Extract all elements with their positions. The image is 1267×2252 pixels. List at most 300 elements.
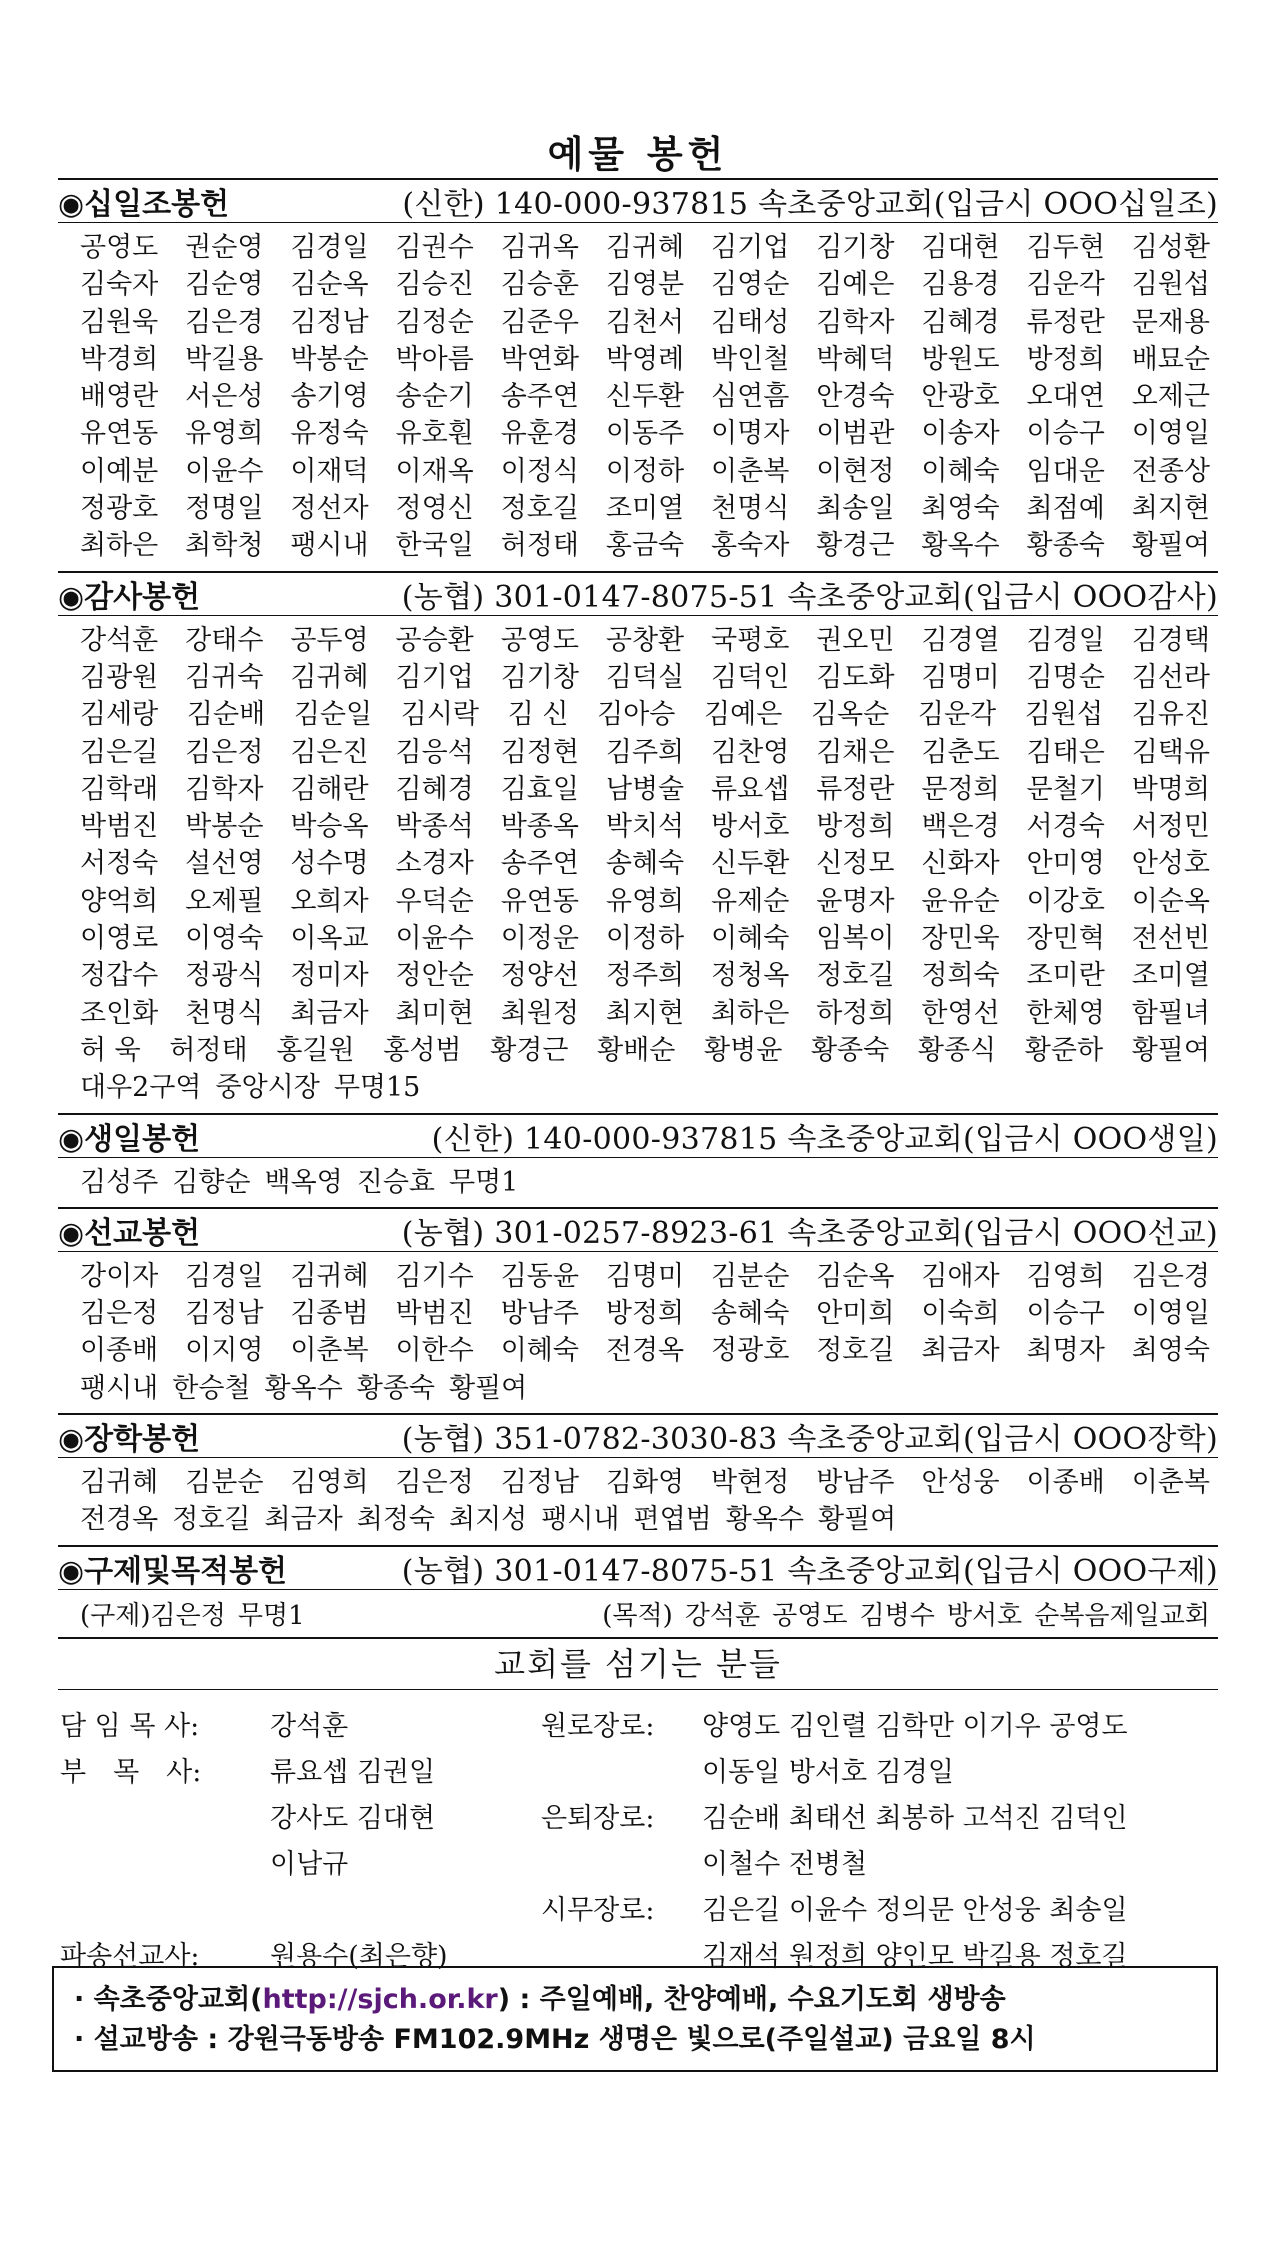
- donor-name: 박승옥: [290, 811, 369, 843]
- donor-name: 방원도: [921, 343, 1000, 375]
- donor-name: 김귀혜: [290, 1260, 369, 1292]
- donor-name: 한승철: [172, 1372, 251, 1404]
- donor-name: 김혜경: [921, 306, 1000, 338]
- donor-name: 무명1: [449, 1166, 519, 1198]
- donor-name: 김학자: [816, 306, 895, 338]
- donor-name: 배영란: [80, 381, 159, 413]
- donor-name: 김원섭: [1024, 699, 1104, 731]
- donor-name: 홍성범: [383, 1034, 462, 1066]
- donor-name: 김경일: [290, 232, 369, 263]
- donor-name: 김덕인: [711, 661, 790, 693]
- donor-name: 무명15: [333, 1072, 421, 1104]
- donor-name: 이정하: [605, 923, 685, 955]
- emeritus-elder-label: 원로장로:: [541, 1710, 655, 1742]
- donor-name: 황필여: [818, 1504, 897, 1536]
- donor-name: 김시락: [400, 699, 480, 731]
- donor-name: 김명미: [921, 661, 1000, 693]
- donor-name: 정영신: [395, 493, 474, 525]
- donor-name: 김효일: [500, 773, 579, 805]
- donor-name: 정호길: [816, 1335, 895, 1367]
- purpose-list: [602, 1595, 1210, 1632]
- donor-name: 오제근: [1131, 381, 1210, 413]
- associate-pastor-names-1: 류요셉 김권일: [270, 1756, 436, 1788]
- donor-name: 최명자: [1026, 1335, 1105, 1367]
- donor-name: 황종식: [917, 1034, 997, 1066]
- donor-name: 이송자: [921, 418, 1000, 450]
- donor-name: 김승훈: [500, 269, 579, 301]
- donor-name: 홍금숙: [605, 530, 685, 562]
- donor-name: 팽시내: [290, 530, 369, 562]
- donor-name: 이정하: [605, 455, 685, 487]
- section-name: ◉생일봉헌: [58, 1121, 201, 1157]
- donor-name: 황종숙: [810, 1034, 890, 1066]
- donor-name: 진승효: [356, 1166, 435, 1198]
- donor-name: 황옥수: [264, 1372, 343, 1404]
- donor-name: 최지현: [1131, 493, 1210, 525]
- donor-name: 박범진: [395, 1298, 474, 1330]
- donor-name: 김용경: [921, 269, 1000, 301]
- donor-name: 박혜덕: [816, 343, 895, 375]
- donor-row: [80, 490, 1210, 527]
- donor-name: 김원섭: [1131, 269, 1210, 301]
- donor-name: 김성주: [80, 1166, 159, 1198]
- donor-name: 최미현: [395, 997, 474, 1029]
- donor-name: 공창환: [605, 624, 685, 656]
- donor-name: 김경일: [1026, 624, 1105, 656]
- donor-name: 황종숙: [1026, 530, 1105, 562]
- section-name: ◉감사봉헌: [58, 579, 201, 615]
- donor-name: 임대운: [1026, 455, 1105, 487]
- purpose-name: (목적): [602, 1600, 673, 1631]
- page-title: 예물 봉헌: [547, 132, 729, 176]
- donor-name: 함필녀: [1131, 997, 1210, 1029]
- donor-name: 김명순: [1026, 661, 1105, 693]
- donor-name: 오희자: [290, 885, 369, 917]
- donor-name: 서경숙: [1026, 811, 1105, 843]
- donor-name: 김애자: [921, 1260, 1000, 1292]
- donor-name: 안성호: [1131, 848, 1210, 880]
- donor-name: 홍숙자: [711, 530, 790, 562]
- donor-name: 류요셉: [711, 773, 790, 805]
- donor-row: [80, 415, 1210, 452]
- donor-names: [58, 223, 1218, 571]
- missionary-name: 원용수(최은향): [270, 1940, 448, 1972]
- donor-name: 팽시내: [541, 1504, 620, 1536]
- section-name: ◉장학봉헌: [58, 1422, 201, 1458]
- donor-name: 이춘복: [290, 1335, 369, 1367]
- donor-name: 김채은: [816, 736, 895, 768]
- donor-name: 김은경: [185, 306, 264, 338]
- donor-name: 권순영: [185, 232, 264, 263]
- donor-row: [80, 378, 1210, 415]
- donor-name: 유정숙: [290, 418, 369, 450]
- donor-name: 전경옥: [605, 1335, 685, 1367]
- offering-sections: [58, 178, 1218, 1590]
- donor-name: 송혜숙: [711, 1298, 790, 1330]
- donor-name: 정희숙: [921, 960, 1000, 992]
- donor-name: 김은진: [290, 736, 369, 768]
- donor-name: 김태성: [711, 306, 790, 338]
- relief-list: [80, 1595, 305, 1632]
- donor-name: 김응석: [395, 736, 474, 768]
- donor-name: 한영선: [921, 997, 1000, 1029]
- donor-name: 허정태: [500, 530, 579, 562]
- donor-name: 송순기: [395, 381, 474, 413]
- donor-name: 공두영: [290, 624, 369, 656]
- donor-name: 이영숙: [185, 923, 264, 955]
- donor-name: 방정희: [1026, 343, 1105, 375]
- donor-name: 황필여: [449, 1372, 528, 1404]
- donor-name: 신두환: [605, 381, 685, 413]
- donor-name: 김숙자: [80, 269, 159, 301]
- donor-name: 이혜숙: [921, 455, 1000, 487]
- donor-name: 강태수: [185, 624, 264, 656]
- notice-line-2: · 설교방송 : 강원극동방송 FM102.9MHz 생명은 빛으로(주일설교) 금요일 8시: [74, 2024, 1036, 2055]
- donor-name: 안광호: [921, 381, 1000, 413]
- donor-name: 김순일: [293, 699, 373, 731]
- donor-name: 신화자: [921, 848, 1000, 880]
- donor-name: 김순옥: [816, 1260, 895, 1292]
- donor-name: 최영숙: [921, 493, 1000, 525]
- section-header: [58, 1413, 1218, 1458]
- donor-name: 박봉순: [290, 343, 369, 375]
- donor-names: [58, 616, 1218, 1113]
- donor-name: 류정란: [1026, 306, 1105, 338]
- donor-name: 팽시내: [80, 1372, 159, 1404]
- donor-name: 편엽범: [633, 1504, 712, 1536]
- donor-name: 김은정: [80, 1298, 159, 1330]
- donor-name: 김분순: [711, 1260, 790, 1292]
- donor-name: 김정순: [395, 306, 474, 338]
- donor-name: 황필여: [1131, 1034, 1210, 1066]
- donor-name: 오대연: [1026, 381, 1105, 413]
- donor-name: 최지성: [449, 1504, 528, 1536]
- donor-name: 김동윤: [500, 1260, 579, 1292]
- donor-name: 김택유: [1131, 736, 1210, 768]
- donor-name: 유호훤: [395, 418, 474, 450]
- staff-directory: [58, 1690, 1218, 1980]
- donor-name: 정안순: [395, 960, 474, 992]
- donor-name: 이순옥: [1131, 885, 1210, 917]
- donor-name: 윤유순: [921, 885, 1000, 917]
- donor-name: 김광원: [80, 661, 159, 693]
- donor-row: [80, 1370, 1210, 1407]
- donor-name: 전경옥: [80, 1504, 159, 1536]
- donor-name: 정미자: [290, 960, 369, 992]
- donor-row: [80, 659, 1210, 696]
- donor-name: 박경희: [80, 343, 159, 375]
- section-account: (농협) 301-0147-8075-51 속초중앙교회(입금시 OOO구제): [401, 1553, 1218, 1589]
- donor-name: 오제필: [185, 885, 264, 917]
- donor-name: 황필여: [1131, 530, 1210, 562]
- donor-name: 한국일: [395, 530, 474, 562]
- donor-name: 이한수: [395, 1335, 474, 1367]
- donor-row: [80, 957, 1210, 994]
- donor-name: 장민욱: [921, 923, 1000, 955]
- donor-name: 김준우: [500, 306, 579, 338]
- donor-name: 방남주: [500, 1298, 579, 1330]
- notice-prefix: · 속초중앙교회(: [74, 1984, 263, 2015]
- donor-name: 설선영: [185, 848, 264, 880]
- donor-name: 최영숙: [1131, 1335, 1210, 1367]
- donor-name: 하정희: [816, 997, 895, 1029]
- broadcast-notice: [52, 1966, 1218, 2072]
- donor-name: 황종숙: [356, 1372, 435, 1404]
- church-website-link[interactable]: http://sjch.or.kr: [262, 1984, 498, 2015]
- purpose-name: 강석훈: [684, 1600, 761, 1631]
- bulletin-page: [58, 130, 1218, 2055]
- donor-name: 박현정: [711, 1467, 790, 1499]
- donor-name: 이영일: [1131, 418, 1210, 450]
- section-header: [58, 1545, 1218, 1590]
- donor-name: 김옥순: [810, 699, 890, 731]
- donor-name: 최금자: [921, 1335, 1000, 1367]
- section-account: (신한) 140-000-937815 속초중앙교회(입금시 OOO생일): [431, 1121, 1218, 1157]
- donor-name: 안경숙: [816, 381, 895, 413]
- donor-name: 천명식: [711, 493, 790, 525]
- donor-name: 황경근: [490, 1034, 569, 1066]
- donor-name: 이예분: [80, 455, 159, 487]
- donor-name: 김혜경: [395, 773, 474, 805]
- donor-name: 이범관: [816, 418, 895, 450]
- donor-row: [80, 229, 1210, 266]
- donor-name: 강이자: [80, 1260, 159, 1292]
- donor-name: 유훈경: [500, 418, 579, 450]
- section-account: (농협) 351-0782-3030-83 속초중앙교회(입금시 OOO장학): [401, 1422, 1218, 1458]
- donor-name: 백옥영: [264, 1166, 343, 1198]
- donor-name: 황배순: [597, 1034, 676, 1066]
- donor-name: 이현정: [816, 455, 895, 487]
- donor-names: [58, 1458, 1218, 1545]
- donor-name: 김순옥: [290, 269, 369, 301]
- donor-row: [80, 527, 1210, 564]
- donor-name: 서정숙: [80, 848, 159, 880]
- donor-row: [80, 453, 1210, 490]
- associate-pastor-names-3: 이남규: [270, 1848, 349, 1880]
- donor-row: [80, 341, 1210, 378]
- donor-name: 황경근: [816, 530, 895, 562]
- donor-name: 김태은: [1026, 736, 1105, 768]
- donor-name: 유연동: [80, 418, 159, 450]
- donor-name: 양억희: [80, 885, 159, 917]
- donor-name: 김춘도: [921, 736, 1000, 768]
- donor-name: 조인화: [80, 997, 159, 1029]
- donor-name: 김세랑: [80, 699, 159, 731]
- donor-name: 정호길: [172, 1504, 251, 1536]
- donor-name: 심연흠: [711, 381, 790, 413]
- donor-name: 유연동: [500, 885, 579, 917]
- donor-name: 김예은: [816, 269, 895, 301]
- donor-name: 이윤수: [395, 923, 474, 955]
- donor-name: 이숙희: [921, 1298, 1000, 1330]
- donor-name: 김덕실: [605, 661, 685, 693]
- donor-name: 조미란: [1026, 960, 1105, 992]
- donor-name: 김영분: [605, 269, 685, 301]
- donor-name: 김귀옥: [500, 232, 579, 263]
- donor-name: 김화영: [605, 1467, 685, 1499]
- donor-name: 김성환: [1131, 232, 1210, 263]
- donor-name: 방남주: [816, 1467, 895, 1499]
- donor-name: 송주연: [500, 848, 579, 880]
- donor-row: [80, 304, 1210, 341]
- donor-name: 김기창: [816, 232, 895, 263]
- donor-name: 김귀숙: [185, 661, 264, 693]
- donor-name: 문재용: [1131, 306, 1210, 338]
- donor-row: [80, 1258, 1210, 1295]
- donor-name: 정광식: [185, 960, 264, 992]
- donor-name: 박인철: [711, 343, 790, 375]
- donor-name: 김순배: [186, 699, 266, 731]
- donor-name: 김기창: [500, 661, 579, 693]
- donor-name: 김아승: [597, 699, 676, 731]
- donor-name: 황준하: [1024, 1034, 1104, 1066]
- donor-name: 방정희: [605, 1298, 685, 1330]
- donor-name: 김해란: [290, 773, 369, 805]
- donor-name: 이명자: [711, 418, 790, 450]
- donor-row: [80, 883, 1210, 920]
- donor-name: 백은경: [921, 811, 1000, 843]
- donor-name: 전선빈: [1131, 923, 1210, 955]
- servants-title: 교회를 섬기는 분들: [58, 1639, 1218, 1690]
- donor-name: 이강호: [1026, 885, 1105, 917]
- section-header: [58, 178, 1218, 223]
- donor-name: 박범진: [80, 811, 159, 843]
- donor-row: [80, 696, 1210, 733]
- active-elder-names-1: 김은길 이윤수 정의문 안성웅 최송일: [702, 1894, 1128, 1926]
- donor-name: 이재옥: [395, 455, 474, 487]
- donor-name: 김원욱: [80, 306, 159, 338]
- donor-name: 김영희: [290, 1467, 369, 1499]
- donor-name: 황옥수: [921, 530, 1000, 562]
- donor-name: 김귀혜: [80, 1467, 159, 1499]
- donor-name: 류정란: [816, 773, 895, 805]
- associate-pastor-label: 부 목 사:: [60, 1756, 202, 1788]
- donor-name: 최금자: [264, 1504, 343, 1536]
- section-name: ◉선교봉헌: [58, 1215, 201, 1251]
- donor-name: 박아름: [395, 343, 474, 375]
- donor-name: 이지영: [185, 1335, 264, 1367]
- donor-name: 김승진: [395, 269, 474, 301]
- donor-name: 최하은: [80, 530, 159, 562]
- donor-name: 서은성: [185, 381, 264, 413]
- donor-name: 정청옥: [711, 960, 790, 992]
- donor-name: 김운각: [917, 699, 997, 731]
- donor-row: [80, 920, 1210, 957]
- donor-name: 천명식: [185, 997, 264, 1029]
- donor-name: 김명미: [605, 1260, 685, 1292]
- donor-name: 정양선: [500, 960, 579, 992]
- donor-name: 박치석: [605, 811, 685, 843]
- donor-name: 김학래: [80, 773, 159, 805]
- donor-name: 이옥교: [290, 923, 369, 955]
- donor-name: 문철기: [1026, 773, 1105, 805]
- donor-name: 김정남: [290, 306, 369, 338]
- donor-name: 김학자: [185, 773, 264, 805]
- donor-name: 이춘복: [711, 455, 790, 487]
- retired-elder-names-2: 이철수 전병철: [702, 1848, 868, 1880]
- donor-name: 소경자: [395, 848, 474, 880]
- donor-name: 황옥수: [725, 1504, 804, 1536]
- donor-name: 이영로: [80, 923, 159, 955]
- donor-name: 이혜숙: [500, 1335, 579, 1367]
- notice-line-1: [74, 1980, 1196, 2020]
- donor-name: 김도화: [816, 661, 895, 693]
- donor-name: 공영도: [80, 232, 159, 263]
- donor-names: [58, 1158, 1218, 1207]
- donor-name: 이영일: [1131, 1298, 1210, 1330]
- relief-name: 무명1: [237, 1600, 305, 1631]
- donor-name: 송혜숙: [605, 848, 685, 880]
- donor-name: 김권수: [395, 232, 474, 263]
- donor-name: 김기업: [395, 661, 474, 693]
- donor-name: 윤명자: [816, 885, 895, 917]
- donor-name: 이동주: [605, 418, 685, 450]
- active-elder-label: 시무장로:: [541, 1894, 655, 1926]
- donor-name: 방정희: [816, 811, 895, 843]
- donor-row: [80, 1069, 1210, 1106]
- relief-name: (구제)김은정: [80, 1600, 226, 1631]
- section-header: [58, 1113, 1218, 1158]
- donor-name: 김정남: [500, 1467, 579, 1499]
- donor-name: 전종상: [1131, 455, 1210, 487]
- donor-name: 조미열: [1131, 960, 1210, 992]
- donor-name: 박봉순: [185, 811, 264, 843]
- donor-name: 유영희: [605, 885, 685, 917]
- donor-name: 최하은: [711, 997, 790, 1029]
- donor-name: 김주희: [605, 736, 685, 768]
- donor-name: 김경택: [1131, 624, 1210, 656]
- donor-name: 이혜숙: [711, 923, 790, 955]
- donor-name: 김경일: [185, 1260, 264, 1292]
- section-header: [58, 571, 1218, 616]
- donor-name: 김선라: [1131, 661, 1210, 693]
- donor-name: 최원정: [500, 997, 579, 1029]
- donor-name: 최점예: [1026, 493, 1105, 525]
- section-name: ◉십일조봉헌: [58, 187, 230, 222]
- donor-name: 방서호: [711, 811, 790, 843]
- donor-name: 김기수: [395, 1260, 474, 1292]
- donor-name: 안미희: [816, 1298, 895, 1330]
- donor-row: [80, 1164, 1210, 1201]
- donor-name: 안성웅: [921, 1467, 1000, 1499]
- donor-name: 조미열: [605, 493, 685, 525]
- donor-row: [80, 622, 1210, 659]
- donor-row: [80, 1332, 1210, 1369]
- donor-name: 정선자: [290, 493, 369, 525]
- donor-name: 정광호: [80, 493, 159, 525]
- donor-name: 김운각: [1026, 269, 1105, 301]
- donor-name: 송기영: [290, 381, 369, 413]
- donor-name: 박종옥: [500, 811, 579, 843]
- donor-name: 강석훈: [80, 624, 159, 656]
- donor-name: 김은정: [185, 736, 264, 768]
- purpose-name: 김병수: [859, 1600, 935, 1631]
- donor-name: 최정숙: [356, 1504, 435, 1536]
- section-account: (신한) 140-000-937815 속초중앙교회(입금시 OOO십일조): [402, 187, 1218, 222]
- donor-name: 김분순: [185, 1467, 264, 1499]
- donor-name: 정주희: [605, 960, 685, 992]
- associate-pastor-names-2: 강사도 김대현: [270, 1802, 436, 1834]
- donor-name: 최학청: [185, 530, 264, 562]
- purpose-name: 방서호: [946, 1600, 1023, 1631]
- donor-name: 김두현: [1026, 232, 1105, 263]
- donor-name: 배묘순: [1131, 343, 1210, 375]
- purpose-name: 공영도: [772, 1600, 848, 1631]
- donor-name: 한체영: [1026, 997, 1105, 1029]
- emeritus-elder-names-2: 이동일 방서호 김경일: [702, 1756, 954, 1788]
- donor-name: 홍길원: [276, 1034, 355, 1066]
- senior-pastor-name: 강석훈: [270, 1710, 349, 1742]
